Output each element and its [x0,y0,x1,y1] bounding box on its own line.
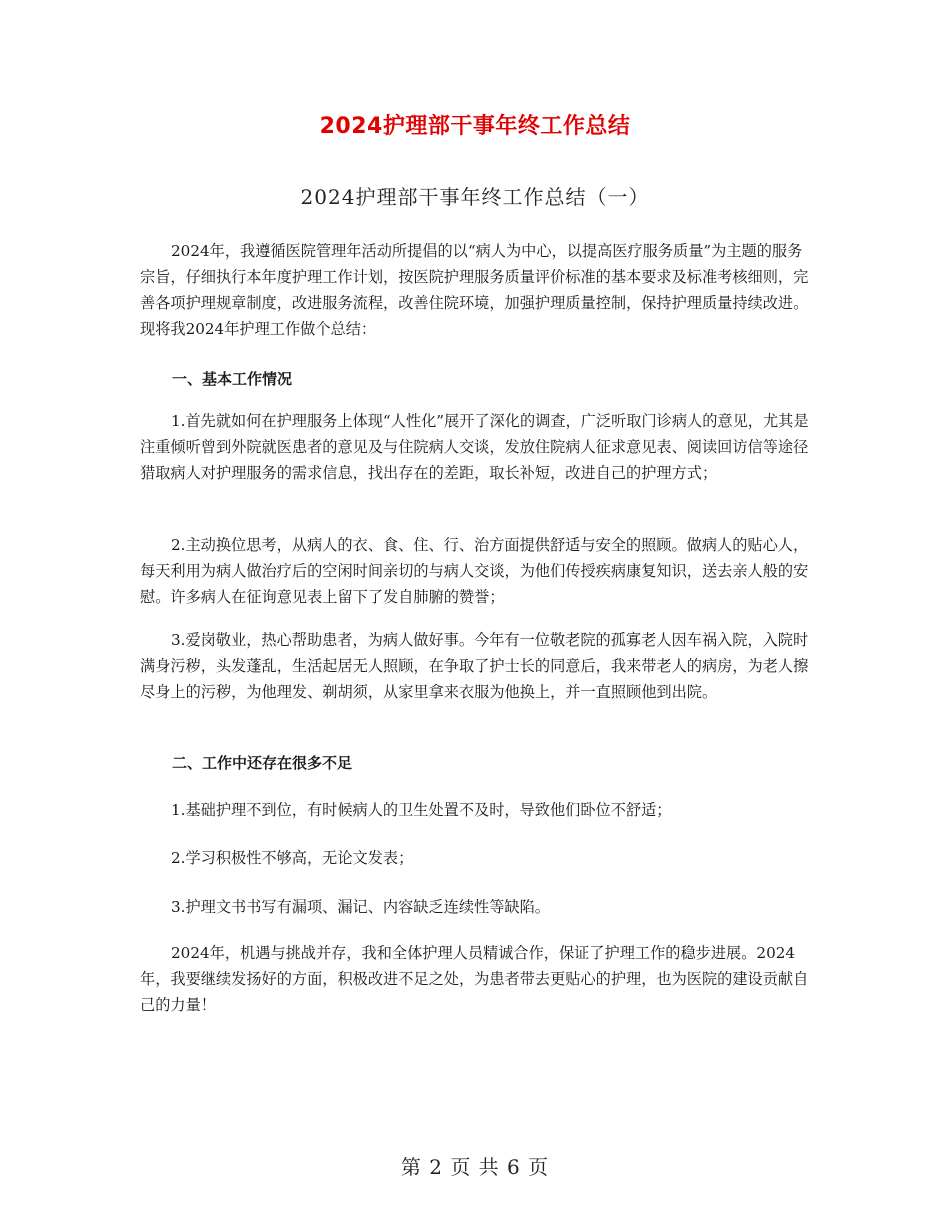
section-1-item-2: 2.主动换位思考，从病人的衣、食、住、行、治方面提供舒适与安全的照顾。做病人的贴心人，每天利用为病人做治疗后的空闲时间亲切的与病人交谈，为他们传授疾病康复知识，送去亲人般的安慰。许多病人在征询意见表上留下了发自肺腑的赞誉； [140,536,809,606]
section-2-heading: 二、工作中还存在很多不足 [172,754,353,772]
section-2-item-1: 1.基础护理不到位，有时候病人的卫生处置不及时，导致他们卧位不舒适； [171,801,672,819]
section-1-heading: 一、基本工作情况 [172,370,293,388]
section-2-item-2: 2.学习积极性不够高，无论文发表； [171,849,414,867]
conclusion-paragraph: 2024年，机遇与挑战并存，我和全体护理人员精诚合作，保证了护理工作的稳步进展。2024年，我要继续发扬好的方面，积极改进不足之处，为患者带去更贴心的护理，也为医院的建设贡献自己的力量！ [140,944,809,1014]
section-1-item-3: 3.爱岗敬业，热心帮助患者，为病人做好事。今年有一位敬老院的孤寡老人因车祸入院，入院时满身污秽，头发蓬乱，生活起居无人照顾，在争取了护士长的同意后，我来带老人的病房，为老人擦尽身上的污秽，为他理发、剃胡须，从家里拿来衣服为他换上，并一直照顾他到出院。 [140,631,809,701]
document-title: 2024护理部干事年终工作总结 [319,114,631,139]
page-number-footer: 第 2 页 共 6 页 [400,1155,550,1179]
intro-paragraph: 2024年，我遵循医院管理年活动所提倡的以“病人为中心，以提高医疗服务质量”为主题的服务宗旨，仔细执行本年度护理工作计划，按医院护理服务质量评价标准的基本要求及标准考核细则，完善各项护理规章制度，改进服务流程，改善住院环境，加强护理质量控制，保持护理质量持续改进。现将我2024年护理工作做个总结： [140,242,809,338]
document-subtitle: 2024护理部干事年终工作总结（一） [300,185,650,209]
section-1-item-1: 1.首先就如何在护理服务上体现“人性化”展开了深化的调查，广泛听取门诊病人的意见，尤其是注重倾听曾到外院就医患者的意见及与住院病人交谈，发放住院病人征求意见表、阅读回访信等途径猎取病人对护理服务的需求信息，找出存在的差距，取长补短，改进自己的护理方式； [140,412,809,482]
section-2-item-3: 3.护理文书书写有漏项、漏记、内容缺乏连续性等缺陷。 [171,898,550,916]
